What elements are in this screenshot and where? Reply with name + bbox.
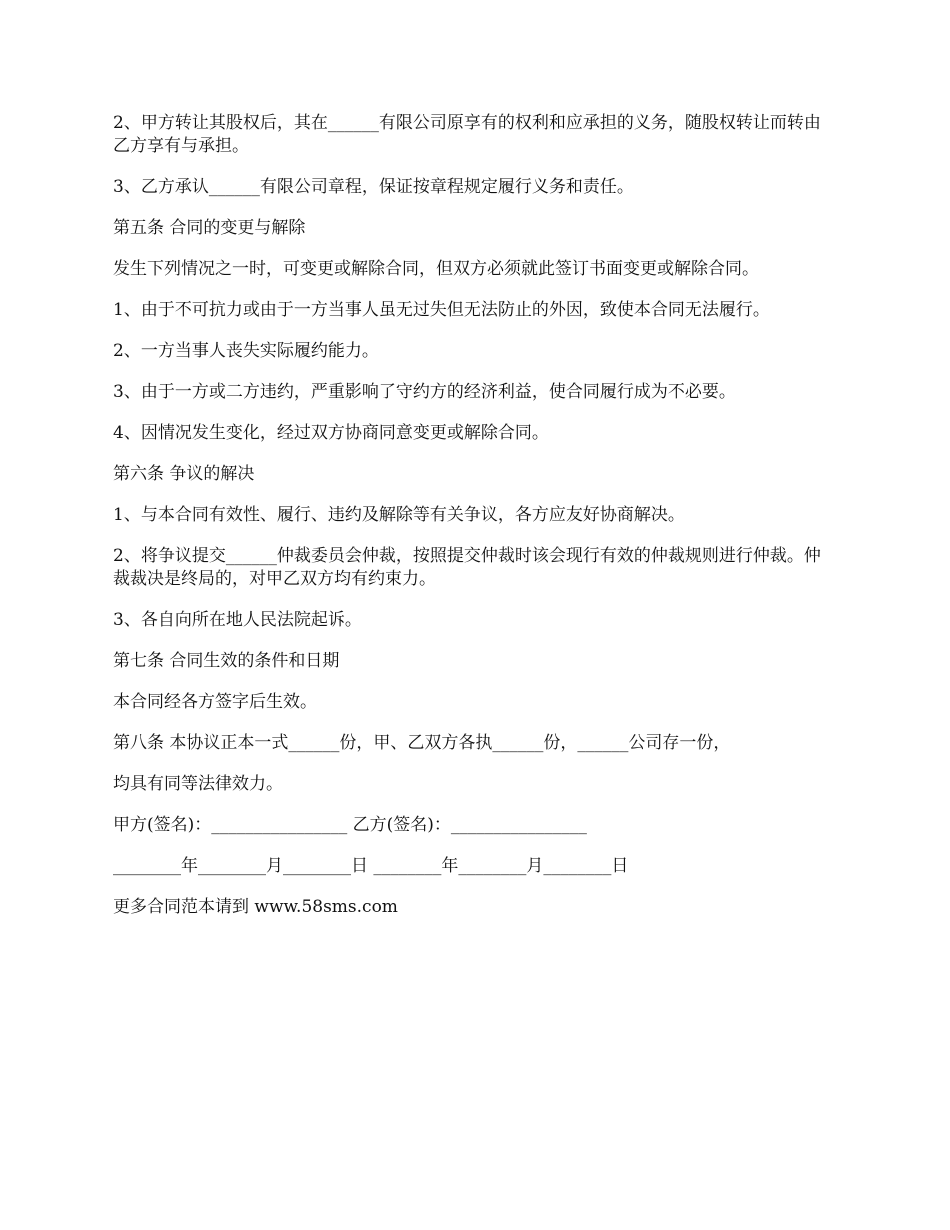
article-5-intro: 发生下列情况之一时，可变更或解除合同，但双方必须就此签订书面变更或解除合同。 (113, 259, 759, 279)
document-body (113, 112, 833, 937)
article-6-heading: 第六条 争议的解决 (113, 464, 255, 484)
article-6-item-3: 3、各自向所在地人民法院起诉。 (113, 610, 362, 630)
article-5-item-1: 1、由于不可抗力或由于一方当事人虽无过失但无法防止的外因，致使本合同无法履行。 (113, 300, 770, 320)
article-5-item-2: 2、一方当事人丧失实际履约能力。 (113, 341, 379, 361)
article-5-heading: 第五条 合同的变更与解除 (113, 218, 306, 238)
clause-4-item-2: 2、甲方转让其股权后，其在______有限公司原享有的权利和应承担的义务，随股权转让而转由乙方享有与承担。 (113, 113, 821, 156)
article-5-item-4: 4、因情况发生变化，经过双方协商同意变更或解除合同。 (113, 423, 549, 443)
article-7-text: 本合同经各方签字后生效。 (113, 692, 317, 712)
date-line: ________年________月________日 ________年________月________日 (113, 856, 629, 876)
article-6-item-1: 1、与本合同有效性、履行、违约及解除等有关争议，各方应友好协商解决。 (113, 505, 685, 525)
footer-link-text: 更多合同范本请到 www.58sms.com (113, 897, 398, 917)
article-5-item-3: 3、由于一方或二方违约，严重影响了守约方的经济利益，使合同履行成为不必要。 (113, 382, 736, 402)
clause-4-item-3: 3、乙方承认______有限公司章程，保证按章程规定履行义务和责任。 (113, 177, 634, 197)
article-7-heading: 第七条 合同生效的条件和日期 (113, 651, 340, 671)
article-8-text: 第八条 本协议正本一式______份，甲、乙双方各执______份，______公司存一份， (113, 733, 731, 753)
article-8-text-continued: 均具有同等法律效力。 (113, 774, 283, 794)
signature-line: 甲方(签名)：________________ 乙方(签名)：________________ (113, 815, 587, 835)
article-6-item-2: 2、将争议提交______仲裁委员会仲裁，按照提交仲裁时该会现行有效的仲裁规则进行仲裁。仲裁裁决是终局的，对甲乙双方均有约束力。 (113, 546, 821, 589)
